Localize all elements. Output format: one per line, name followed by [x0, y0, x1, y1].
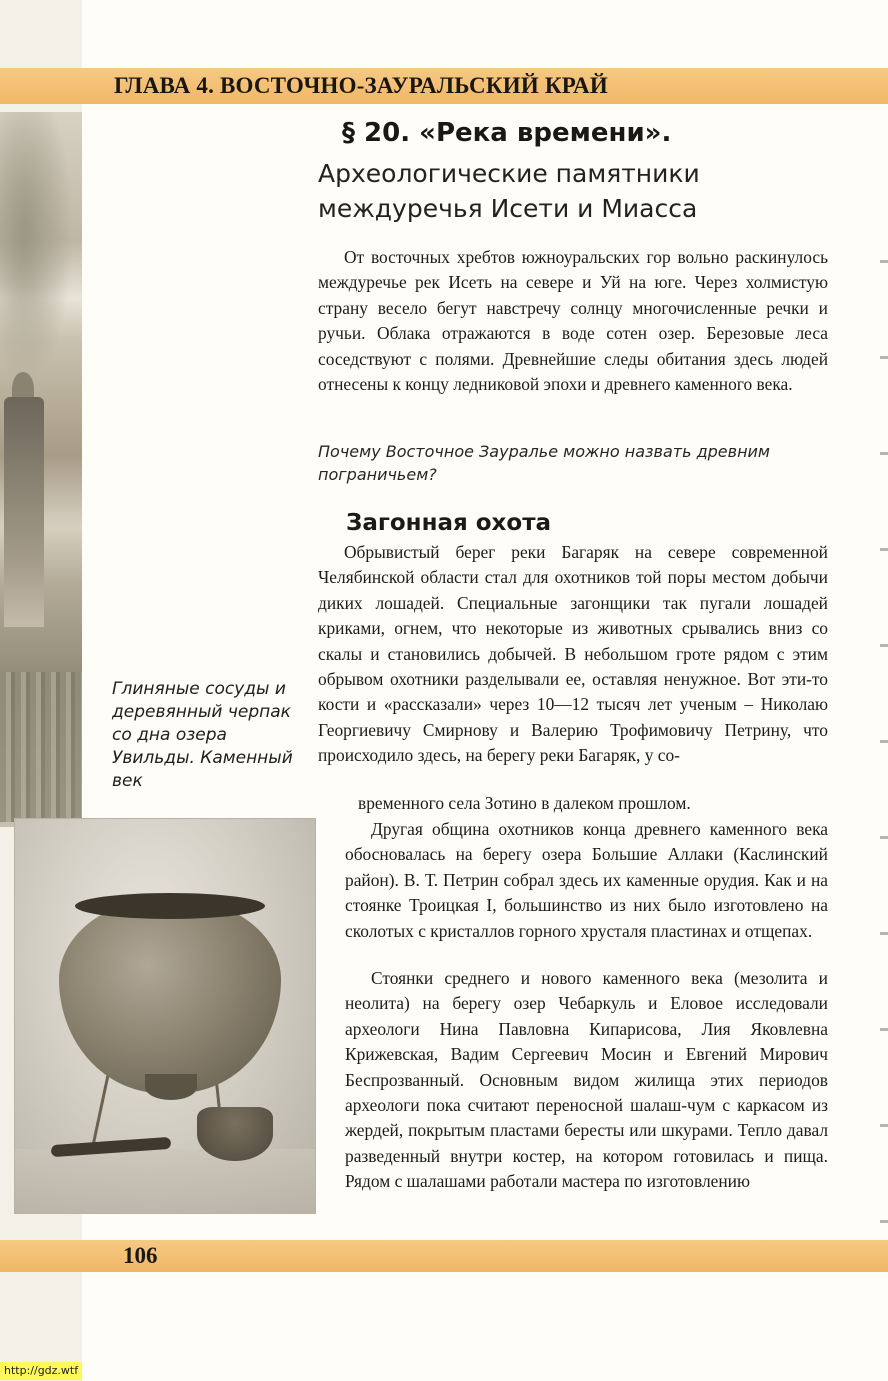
tree-image [0, 112, 82, 412]
hunt-paragraph-1-end: временного села Зотино в далеком прошлом. [358, 793, 691, 813]
tower-image [4, 397, 44, 627]
small-vessel [197, 1107, 273, 1161]
section-heading: § 20. «Река времени». [342, 118, 672, 148]
scan-edge-marks [880, 190, 888, 1240]
hunt-subheading: Загонная охота [346, 510, 552, 536]
page-number: 106 [123, 1243, 158, 1268]
hunt-paragraph-1: Обрывистый берег реки Багаряк на севере современной Челябинской области стал для охотников той поры местом добычи диких лошадей. Специальные загонщики так пугали лошадей криками, огнем, что некоторые из животных срывались вниз со скалы и становились добычей. В небольшом гроте рядом с этим обрывом охотники разделывали ее, оставляя ненужное. Вот эти-то кости и «рассказали» через 10—12 тысяч лет ученым – Николаю Георгиевичу Смирнову и Валерию Трофимовичу Петрину, что происходило здесь, на берегу реки Багаряк, у со- [318, 542, 828, 766]
hunt-paragraph-3: Стоянки среднего и нового каменного века (мезолита и неолита) на берегу озер Чебаркуль и Еловое исследовали археологи Нина Павловна Кипарисова, Лия Яковлевна Крижевская, Вадим Сергеевич Мосин и Евгений Мирович Беспрозванный. Основным видом жилища этих периодов археологи пока считают переносной шалаш-чум с каркасом из жердей, покрытым пластами бересты или шкурами. Тепло давал разведенный внутри костер, на котором готовилась и пища. Рядом с шалашами работали мастера по изготовлению [345, 968, 828, 1192]
pottery-photo [14, 818, 316, 1214]
photo-ground [15, 1149, 316, 1214]
clay-pot [59, 897, 281, 1093]
decorative-photo-strip [0, 112, 82, 827]
chapter-title: ГЛАВА 4. ВОСТОЧНО-ЗАУРАЛЬСКИЙ КРАЙ [114, 73, 608, 98]
clay-pot-rim [75, 893, 265, 919]
review-question: Почему Восточное Зауралье можно назвать древним пограничьем? [318, 442, 770, 484]
clay-pot-base [145, 1074, 197, 1100]
section-subtitle: Археологические памятники междуречья Исети и Миасса [318, 159, 700, 223]
intro-paragraph: От восточных хребтов южноуральских гор вольно раскинулось междуречье рек Исеть на севере и Уй на юге. Через холмистую страну весело бегут навстречу солнцу многочисленные речки и ручьи. Облака отражаются в воде сотен озер. Березовые леса соседствуют с полями. Древнейшие следы обитания здесь людей отнесены к концу ледниковой эпохи и древнего каменного века. [318, 247, 828, 395]
photo-caption: Глиняные сосуды и деревянный черпак со дна озера Увильды. Каменный век [112, 679, 293, 791]
watermark-link[interactable]: http://gdz.wtf [0, 1362, 82, 1380]
forest-image [0, 672, 82, 822]
hunt-paragraph-2: Другая община охотников конца древнего каменного века обосновалась на берегу озера Большие Аллаки (Каслинский район). В. Т. Петрин собрал здесь их каменные орудия. Как и на стоянке Троицкая I, большинство из них было изготовлено на сколотых с кристаллов горного хрусталя пластинах и отщепах. [345, 819, 828, 941]
